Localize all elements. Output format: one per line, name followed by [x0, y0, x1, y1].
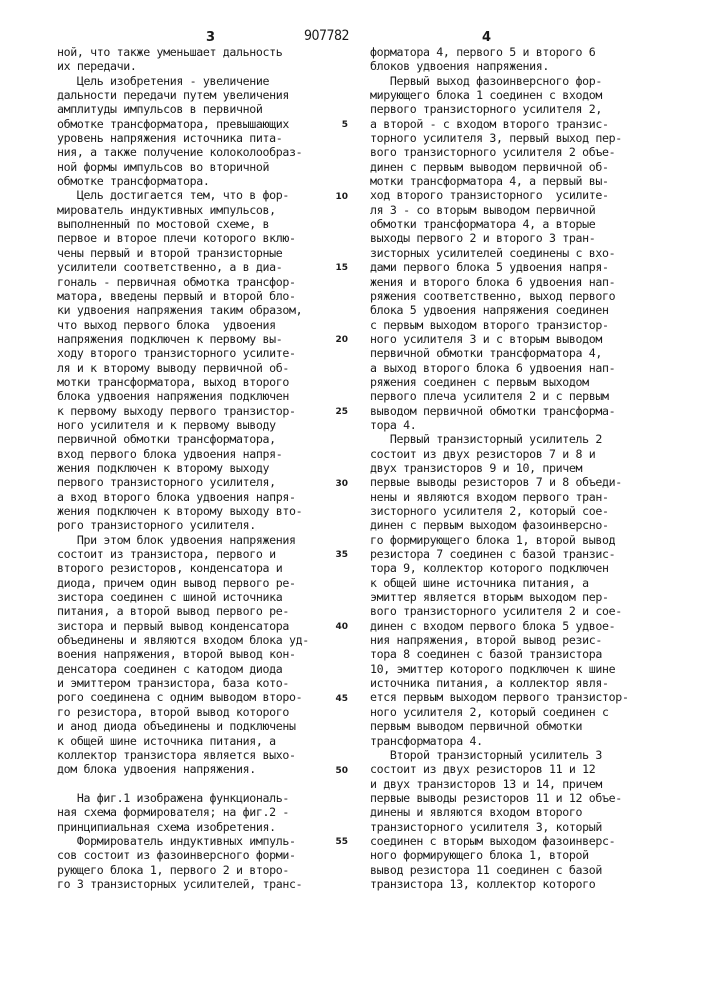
text-line: ходу второго транзисторного усилите- [57, 346, 296, 361]
text-line: резистора 7 соединен с базой транзис- [370, 547, 616, 562]
text-line: мотки трансформатора 4, а первый вы- [370, 174, 609, 189]
text-line: ется первым выходом первого транзистор- [370, 690, 629, 705]
text-line: обмотке трансформатора, превышающих [57, 116, 290, 131]
page-number-right: 4 [482, 30, 492, 45]
text-line: го 3 транзисторных усилителей, транс- [57, 876, 303, 891]
text-line: го формирующего блока 1, второй вывод [370, 532, 616, 547]
text-line: мотки трансформатора, выход второго [57, 374, 290, 389]
text-line: уровень напряжения источника пита- [57, 131, 283, 146]
text-line: чены первый и второй транзисторные [57, 245, 283, 260]
text-line: вывод резистора 11 соединен с базой [370, 862, 603, 877]
text-line: динен с входом первого блока 5 удвое- [370, 618, 616, 633]
text-line: тора 8 соединен с базой транзистора [370, 647, 603, 662]
text-line: блока удвоения напряжения подключен [57, 389, 290, 404]
text-line: ния напряжения, второй вывод резис- [370, 633, 603, 648]
left-column [57, 45, 347, 891]
text-line: обмотке трансформатора. [57, 174, 210, 189]
text-line: двух транзисторов 9 и 10, причем [370, 460, 583, 475]
line-number: 35 [335, 550, 348, 561]
text-line: эмиттер является вторым выходом пер- [370, 590, 609, 605]
text-line: блока 5 удвоения напряжения соединен [370, 303, 609, 318]
text-line: а выход второго блока 6 удвоения нап- [370, 360, 616, 375]
line-number: 40 [335, 622, 348, 632]
right-column [370, 45, 660, 891]
text-line: жения подключен к второму выходу [57, 460, 270, 475]
line-number: 50 [335, 765, 348, 776]
line-number: 10 [335, 191, 348, 202]
text-line: ного усилителя и к первому выводу [57, 417, 276, 432]
text-line: динен с первым выводом первичной об- [370, 159, 609, 174]
text-line: а вход второго блока удвоения напря- [57, 489, 296, 504]
text-line: Цель изобретения - увеличение [57, 73, 270, 88]
text-line: состоит из транзистора, первого и [57, 547, 276, 562]
text-line [57, 777, 347, 791]
text-line: На фиг.1 изображена функциональ- [57, 790, 290, 805]
text-line: усилители соответственно, а в диа- [57, 260, 283, 275]
text-line: их передачи. [57, 59, 137, 74]
text-line: зистора и первый вывод конденсатора [57, 618, 290, 633]
text-line: ного формирующего блока 1, второй [370, 848, 589, 863]
text-line: Цель достигается тем, что в фор- [57, 188, 290, 203]
text-line: жения и второго блока 6 удвоения нап- [370, 274, 616, 289]
text-line: сов состоит из фазоинверсного форми- [57, 848, 296, 863]
line-number: 15 [335, 263, 348, 274]
text-line: напряжения подключен к первому вы- [57, 331, 283, 346]
text-line: жения подключен к второму выходу вто- [57, 504, 303, 518]
text-line: Второй транзисторный усилитель 3 [370, 747, 603, 762]
text-line: принципиальная схема изобретения. [57, 819, 276, 834]
text-line: источника питания, а коллектор явля- [370, 676, 609, 691]
text-line: выводом первичной обмотки трансформа- [370, 403, 616, 418]
text-line: а второй - с входом второго транзис- [370, 116, 609, 131]
text-line: вого транзисторного усилителя 2 и сое- [370, 604, 622, 619]
text-line: объединены и являются входом блока уд- [57, 633, 309, 648]
text-line: зистора соединен с шиной источника [57, 590, 283, 605]
text-line: При этом блок удвоения напряжения [57, 532, 296, 547]
text-line: гональ - первичная обмотка трансфор- [57, 274, 296, 289]
text-line: рого транзисторного усилителя. [57, 518, 256, 533]
line-number: 25 [335, 406, 348, 417]
text-line: торного усилителя 3, первый выход пер- [370, 131, 622, 146]
text-line: ной формы импульсов во вторичной [57, 159, 270, 174]
text-line: соединен с вторым выходом фазоинверс- [370, 833, 616, 848]
text-line: зисторных усилителей соединены с вхо- [370, 245, 616, 260]
text-line: ная схема формирователя; на фиг.2 - [57, 805, 290, 820]
text-line: к первому выходу первого транзистор- [57, 403, 296, 418]
text-line: Формирователь индуктивных импуль- [57, 833, 296, 848]
text-line: ля и к второму выводу первичной об- [57, 360, 290, 375]
text-line: трансформатора 4. [370, 733, 483, 748]
line-number: 5 [341, 119, 348, 130]
text-line: ного усилителя 2, который соединен с [370, 704, 609, 719]
text-line: первичной обмотки трансформатора, [57, 432, 276, 447]
text-line: Первый транзисторный усилитель 2 [370, 432, 603, 447]
text-line: первое и второе плечи которого вклю- [57, 231, 296, 246]
text-line: зисторного усилителя 2, который сое- [370, 504, 609, 518]
text-line: первые выводы резисторов 11 и 12 объе- [370, 790, 622, 805]
text-line: первого плеча усилителя 2 и с первым [370, 389, 609, 404]
text-line: обмотки трансформатора 4, а вторые [370, 217, 596, 232]
text-line: к общей шине источника питания, а [370, 575, 589, 590]
text-line: рого соединена с одним выводом второ- [57, 690, 303, 705]
text-line: что выход первого блока удвоения [57, 317, 276, 332]
text-line: 10, эмиттер которого подключен к шине [370, 661, 616, 676]
line-number: 20 [335, 335, 348, 345]
text-line: первого транзисторного усилителя, [57, 475, 276, 490]
text-line: коллектор транзистора является выхо- [57, 747, 296, 762]
text-line: динены и являются входом второго [370, 805, 583, 820]
text-line: го резистора, второй вывод которого [57, 704, 290, 719]
text-line: вход первого блока удвоения напря- [57, 446, 283, 461]
text-line: ной, что также уменьшает дальность [57, 45, 283, 59]
text-line: ряжения соответственно, выход первого [370, 288, 616, 303]
text-line: рующего блока 1, первого 2 и второ- [57, 862, 290, 877]
text-line: ряжения соединен с первым выходом [370, 374, 589, 389]
text-line: с первым выходом второго транзистор- [370, 317, 609, 332]
text-line: форматора 4, первого 5 и второго 6 [370, 45, 596, 59]
text-line: тора 4. [370, 417, 417, 432]
text-line: состоит из двух резисторов 7 и 8 и [370, 446, 596, 461]
text-line: матора, введены первый и второй бло- [57, 288, 296, 303]
text-line: первым выводом первичной обмотки [370, 719, 583, 734]
text-line: выходы первого 2 и второго 3 тран- [370, 231, 596, 246]
text-line: и эмиттером транзистора, база кото- [57, 676, 290, 691]
text-line: дами первого блока 5 удвоения напря- [370, 260, 609, 275]
text-line: мирующего блока 1 соединен с входом [370, 88, 603, 103]
text-line: амплитуды импульсов в первичной [57, 102, 263, 117]
line-number: 30 [335, 478, 348, 489]
text-line: транзисторного усилителя 3, который [370, 819, 603, 834]
text-line: первые выводы резисторов 7 и 8 объеди- [370, 475, 622, 490]
text-line: диода, причем один вывод первого ре- [57, 575, 296, 590]
text-line: транзистора 13, коллектор которого [370, 876, 596, 891]
text-line: воения напряжения, второй вывод кон- [57, 647, 296, 662]
text-line: мирователь индуктивных импульсов, [57, 202, 276, 217]
patent-number: 907782 [304, 28, 350, 44]
text-line: блоков удвоения напряжения. [370, 59, 550, 74]
text-line: и анод диода объединены и подключены [57, 719, 296, 734]
text-line: ля 3 - со вторым выводом первичной [370, 202, 596, 217]
text-line: дальности передачи путем увеличения [57, 88, 290, 103]
text-line: первого транзисторного усилителя 2, [370, 102, 603, 117]
text-line: к общей шине источника питания, а [57, 733, 276, 748]
text-line: ки удвоения напряжения таким образом, [57, 303, 303, 318]
text-line: ного усилителя 3 и с вторым выводом [370, 331, 603, 346]
text-line: питания, а второй вывод первого ре- [57, 604, 290, 619]
text-line: выполненный по мостовой схеме, в [57, 217, 270, 232]
text-line: Первый выход фазоинверсного фор- [370, 73, 603, 88]
text-line: первичной обмотки трансформатора 4, [370, 346, 603, 361]
text-line: динен с первым выходом фазоинверсно- [370, 518, 609, 533]
text-line: состоит из двух резисторов 11 и 12 [370, 762, 596, 777]
text-line: дом блока удвоения напряжения. [57, 762, 256, 777]
text-line: второго резисторов, конденсатора и [57, 561, 283, 576]
text-line: нены и являются входом первого тран- [370, 489, 609, 504]
page-number-left: 3 [206, 30, 216, 45]
text-line: денсатора соединен с катодом диода [57, 661, 283, 676]
line-number: 45 [335, 693, 348, 704]
line-number: 55 [335, 837, 348, 848]
text-line: тора 9, коллектор которого подключен [370, 561, 609, 576]
text-line: ния, а также получение колоколообраз- [57, 145, 303, 160]
text-line: вого транзисторного усилителя 2 объе- [370, 145, 616, 160]
text-line: и двух транзисторов 13 и 14, причем [370, 776, 603, 791]
text-line: ход второго транзисторного усилите- [370, 188, 609, 203]
